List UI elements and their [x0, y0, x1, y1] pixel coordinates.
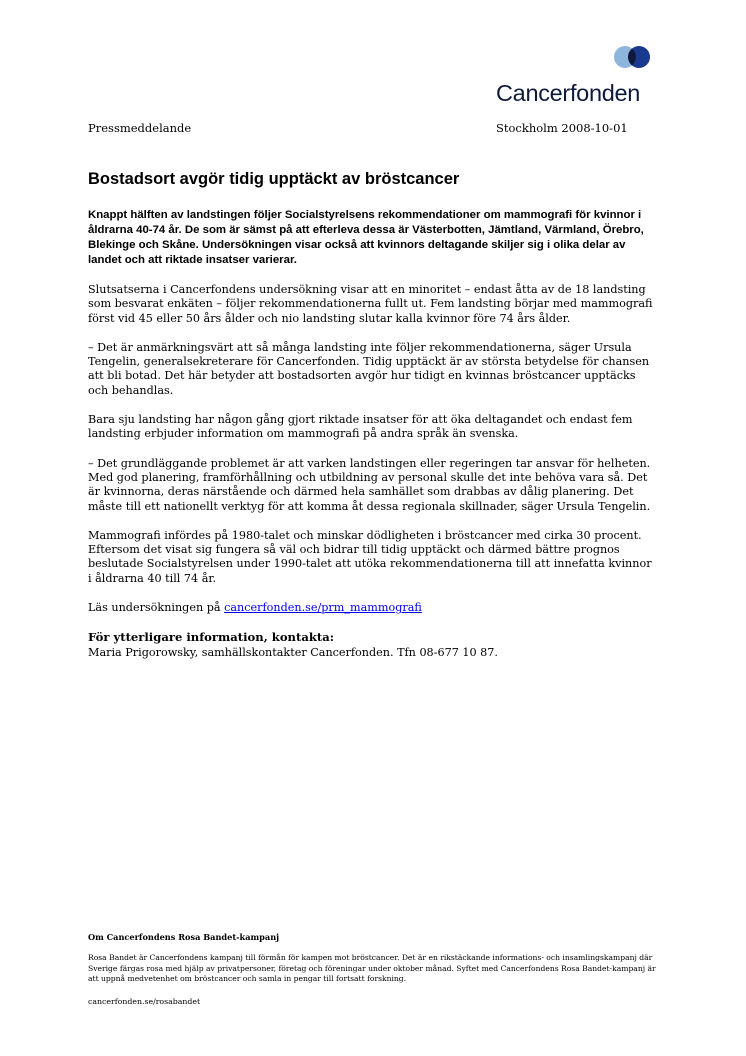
body-paragraph: Mammografi infördes på 1980-talet och minskar dödligheten i bröstcancer med cirka 30 procent. Eftersom det visat sig fungera så väl och bidrar till tidig upptäckt och därmed bättre prognos beslutade Socialstyrelsen under 1990-talet att utöka rekommendationerna till att innefatta kvinnor i åldrarna 40 till 74 år. [88, 528, 652, 585]
press-release-body [88, 208, 656, 675]
read-more-line [88, 601, 656, 615]
place-date: Stockholm 2008-10-01 [496, 121, 628, 135]
body-paragraph: – Det är anmärkningsvärt att så många landsting inte följer rekommendationerna, säger Ursula Tengelin, generalsekreterare för Cancerfonden. Tidig upptäckt är av största betydelse för chansen att bli botad. Det här betyder att bostadsorten avgör hur tidigt en kvinnas bröstcancer upptäcks och behandlas. [88, 340, 650, 397]
document-type: Pressmeddelande [88, 121, 192, 135]
contact-text: Maria Prigorowsky, samhällskontakter Cancerfonden. Tfn 08-677 10 87. [88, 645, 498, 659]
survey-link[interactable]: cancerfonden.se/prm_mammografi [224, 601, 422, 615]
logo-circles-icon [614, 44, 650, 70]
body-paragraph: – Det grundläggande problemet är att varken landstingen eller regeringen tar ansvar för helheten. Med god planering, framförhållning och utbildning av personal skulle det inte behöva vara så. Det är kvinnorna, deras närstående och därmed hela samhället som drabbas av dålig planering. Det måste till ett nationellt verktyg för att komma åt dessa regionala skillnader, säger Ursula Tengelin. [88, 456, 651, 513]
footer-heading: Om Cancerfondens Rosa Bandet-kampanj [88, 932, 280, 942]
lead-paragraph: Knappt hälften av landstingen följer Socialstyrelsens rekommendationer om mammografi för kvinnor i åldrarna 40-74 år. De som är sämst på att efterleva dessa är Västerbotten, Jämtland, Värmland, Örebro, Blekinge och Skåne. Undersökningen visar också att kvinnors deltagande skiljer sig i olika delar av landet och att riktade insatser varierar. [88, 209, 644, 266]
contact-block [88, 630, 656, 660]
cancerfonden-logo [496, 42, 656, 108]
footer [88, 932, 668, 1006]
contact-heading: För ytterligare information, kontakta: [88, 630, 335, 645]
footer-text: Rosa Bandet är Cancerfondens kampanj till förmån för kampen mot bröstcancer. Det är en rikstäckande informations- och insamlingskampanj där Sverige färgas rosa med hjälp av privatpersoner, företag och föreningar under oktober månad. Syftet med Cancerfondens Rosa Bandet-kampanj är att uppnå medvetenhet om bröstcancer och samla in pengar till fortsatt forskning. [88, 953, 656, 984]
footer-link[interactable]: cancerfonden.se/rosabandet [88, 996, 201, 1006]
logo-wordmark: Cancerfonden [496, 80, 641, 106]
body-paragraph: Bara sju landsting har någon gång gjort riktade insatser för att öka deltagandet och endast fem landsting erbjuder information om mammografi på andra språk än svenska. [88, 413, 633, 441]
page-title: Bostadsort avgör tidig upptäckt av bröstcancer [88, 170, 460, 188]
read-more-prefix: Läs undersökningen på [88, 601, 225, 615]
body-paragraph: Slutsatserna i Cancerfondens undersökning visar att en minoritet – endast åtta av de 18 landsting som besvarat enkäten – följer rekommendationerna fullt ut. Fem landsting börjar med mammografi först vid 45 eller 50 års ålder och nio landsting slutar kalla kvinnor före 74 års ålder. [88, 283, 653, 325]
